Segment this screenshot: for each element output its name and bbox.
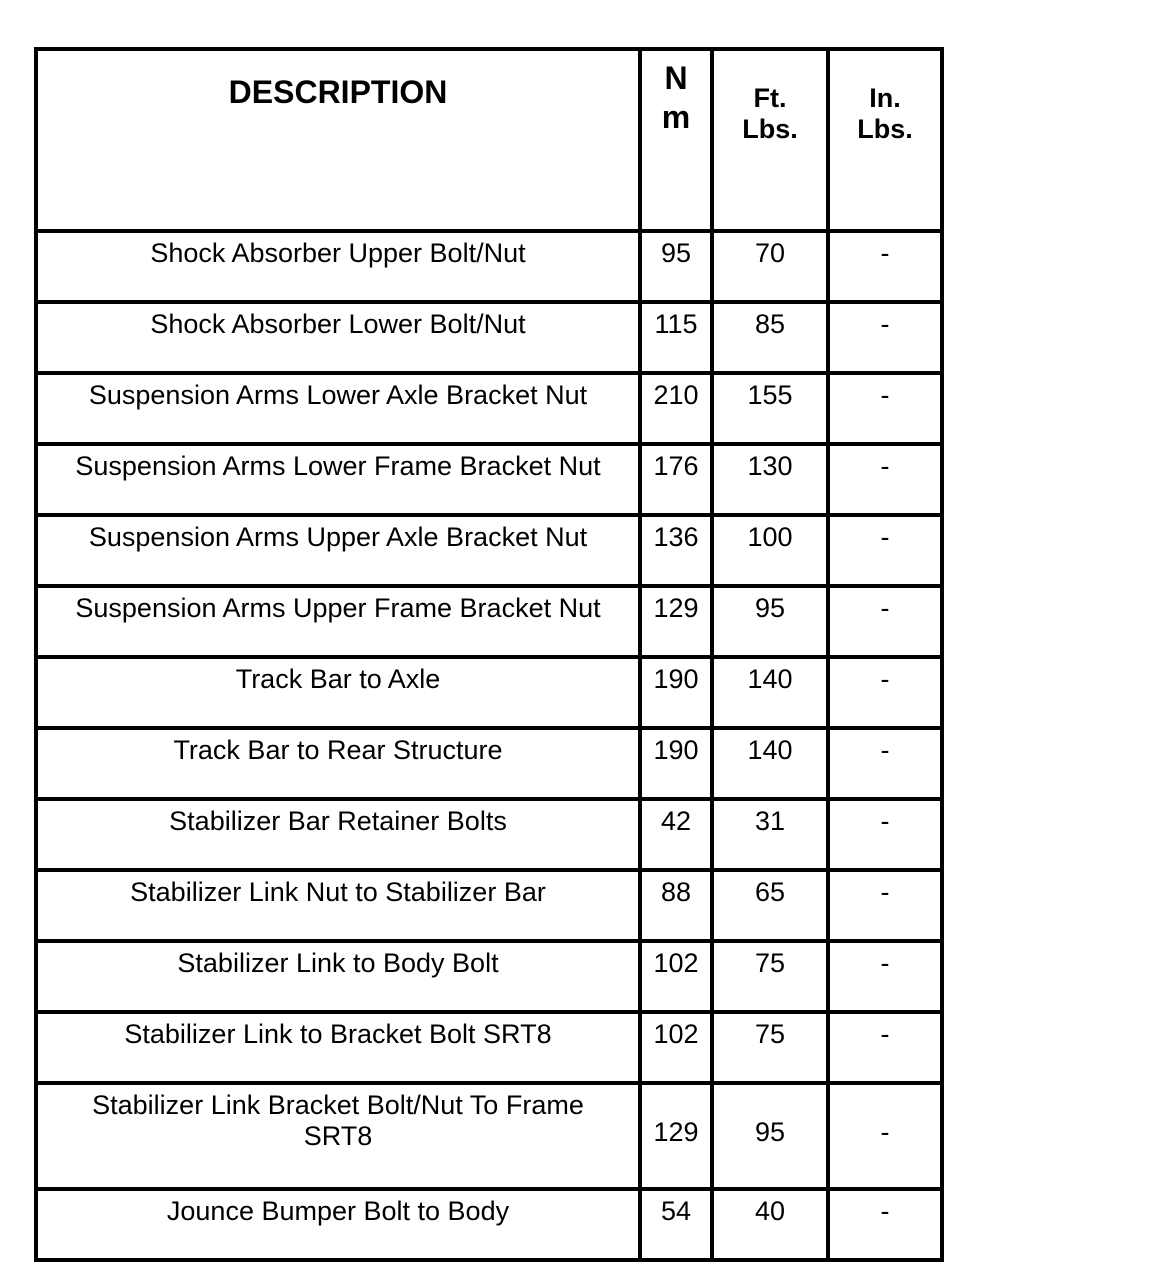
table-row <box>36 1012 942 1083</box>
cell-ft-lbs: 75 <box>712 1012 828 1083</box>
cell-description-line1: Stabilizer Link Bracket Bolt/Nut To Frame <box>92 1090 584 1120</box>
cell-ft-lbs: 40 <box>712 1189 828 1260</box>
header-nm-line2: m <box>661 99 691 135</box>
table-row <box>36 373 942 444</box>
table-row <box>36 657 942 728</box>
table-row <box>36 1189 942 1260</box>
cell-ft-lbs: 31 <box>712 799 828 870</box>
cell-in-lbs: - <box>828 1012 942 1083</box>
cell-nm: 129 <box>640 1083 712 1189</box>
table-row <box>36 586 942 657</box>
header-in-lbs-line1: In. <box>869 83 901 113</box>
cell-nm: 129 <box>640 586 712 657</box>
header-description <box>36 49 640 231</box>
cell-description: Suspension Arms Upper Axle Bracket Nut <box>36 515 640 586</box>
cell-description-line2: SRT8 <box>303 1121 373 1151</box>
table-row <box>36 941 942 1012</box>
cell-ft-lbs: 140 <box>712 728 828 799</box>
cell-in-lbs: - <box>828 515 942 586</box>
cell-nm: 190 <box>640 657 712 728</box>
header-ft-lbs-line1: Ft. <box>753 83 787 113</box>
table-row <box>36 444 942 515</box>
cell-ft-lbs: 95 <box>712 1083 828 1189</box>
torque-specification-table <box>34 47 944 1262</box>
cell-nm: 102 <box>640 941 712 1012</box>
cell-ft-lbs: 85 <box>712 302 828 373</box>
cell-description: Stabilizer Link Nut to Stabilizer Bar <box>36 870 640 941</box>
cell-ft-lbs: 75 <box>712 941 828 1012</box>
cell-nm: 88 <box>640 870 712 941</box>
cell-description: Suspension Arms Upper Frame Bracket Nut <box>36 586 640 657</box>
cell-description: Stabilizer Link to Body Bolt <box>36 941 640 1012</box>
header-in-lbs <box>828 49 942 231</box>
cell-nm: 95 <box>640 231 712 302</box>
cell-description: Suspension Arms Lower Frame Bracket Nut <box>36 444 640 515</box>
cell-nm: 42 <box>640 799 712 870</box>
table-row <box>36 515 942 586</box>
cell-nm: 115 <box>640 302 712 373</box>
header-in-lbs-line2: Lbs. <box>857 114 913 144</box>
cell-ft-lbs: 140 <box>712 657 828 728</box>
cell-in-lbs: - <box>828 444 942 515</box>
cell-description: Stabilizer Link to Bracket Bolt SRT8 <box>36 1012 640 1083</box>
table-row <box>36 302 942 373</box>
cell-ft-lbs: 70 <box>712 231 828 302</box>
cell-nm: 176 <box>640 444 712 515</box>
cell-nm: 54 <box>640 1189 712 1260</box>
cell-ft-lbs: 95 <box>712 586 828 657</box>
cell-description: Track Bar to Axle <box>36 657 640 728</box>
cell-in-lbs: - <box>828 799 942 870</box>
cell-in-lbs: - <box>828 231 942 302</box>
header-nm-line1: N <box>664 60 688 96</box>
cell-in-lbs: - <box>828 1083 942 1189</box>
cell-in-lbs: - <box>828 941 942 1012</box>
cell-ft-lbs: 65 <box>712 870 828 941</box>
cell-description: Stabilizer Bar Retainer Bolts <box>36 799 640 870</box>
cell-in-lbs: - <box>828 373 942 444</box>
table-row <box>36 799 942 870</box>
cell-ft-lbs: 130 <box>712 444 828 515</box>
header-ft-lbs <box>712 49 828 231</box>
header-description-label: DESCRIPTION <box>228 74 448 110</box>
cell-description: Shock Absorber Upper Bolt/Nut <box>36 231 640 302</box>
header-ft-lbs-line2: Lbs. <box>742 114 798 144</box>
header-row <box>36 49 942 231</box>
header-nm <box>640 49 712 231</box>
cell-in-lbs: - <box>828 302 942 373</box>
cell-ft-lbs: 100 <box>712 515 828 586</box>
cell-in-lbs: - <box>828 1189 942 1260</box>
cell-description: Jounce Bumper Bolt to Body <box>36 1189 640 1260</box>
cell-in-lbs: - <box>828 728 942 799</box>
cell-description: Suspension Arms Lower Axle Bracket Nut <box>36 373 640 444</box>
table-header <box>36 49 942 231</box>
cell-description <box>36 1083 640 1189</box>
cell-nm: 102 <box>640 1012 712 1083</box>
cell-description: Shock Absorber Lower Bolt/Nut <box>36 302 640 373</box>
cell-nm: 136 <box>640 515 712 586</box>
table-row <box>36 870 942 941</box>
cell-in-lbs: - <box>828 870 942 941</box>
table-row <box>36 231 942 302</box>
cell-in-lbs: - <box>828 657 942 728</box>
cell-description: Track Bar to Rear Structure <box>36 728 640 799</box>
cell-nm: 210 <box>640 373 712 444</box>
table-body <box>36 231 942 1260</box>
table-row <box>36 728 942 799</box>
cell-nm: 190 <box>640 728 712 799</box>
cell-ft-lbs: 155 <box>712 373 828 444</box>
table-row <box>36 1083 942 1189</box>
cell-in-lbs: - <box>828 586 942 657</box>
